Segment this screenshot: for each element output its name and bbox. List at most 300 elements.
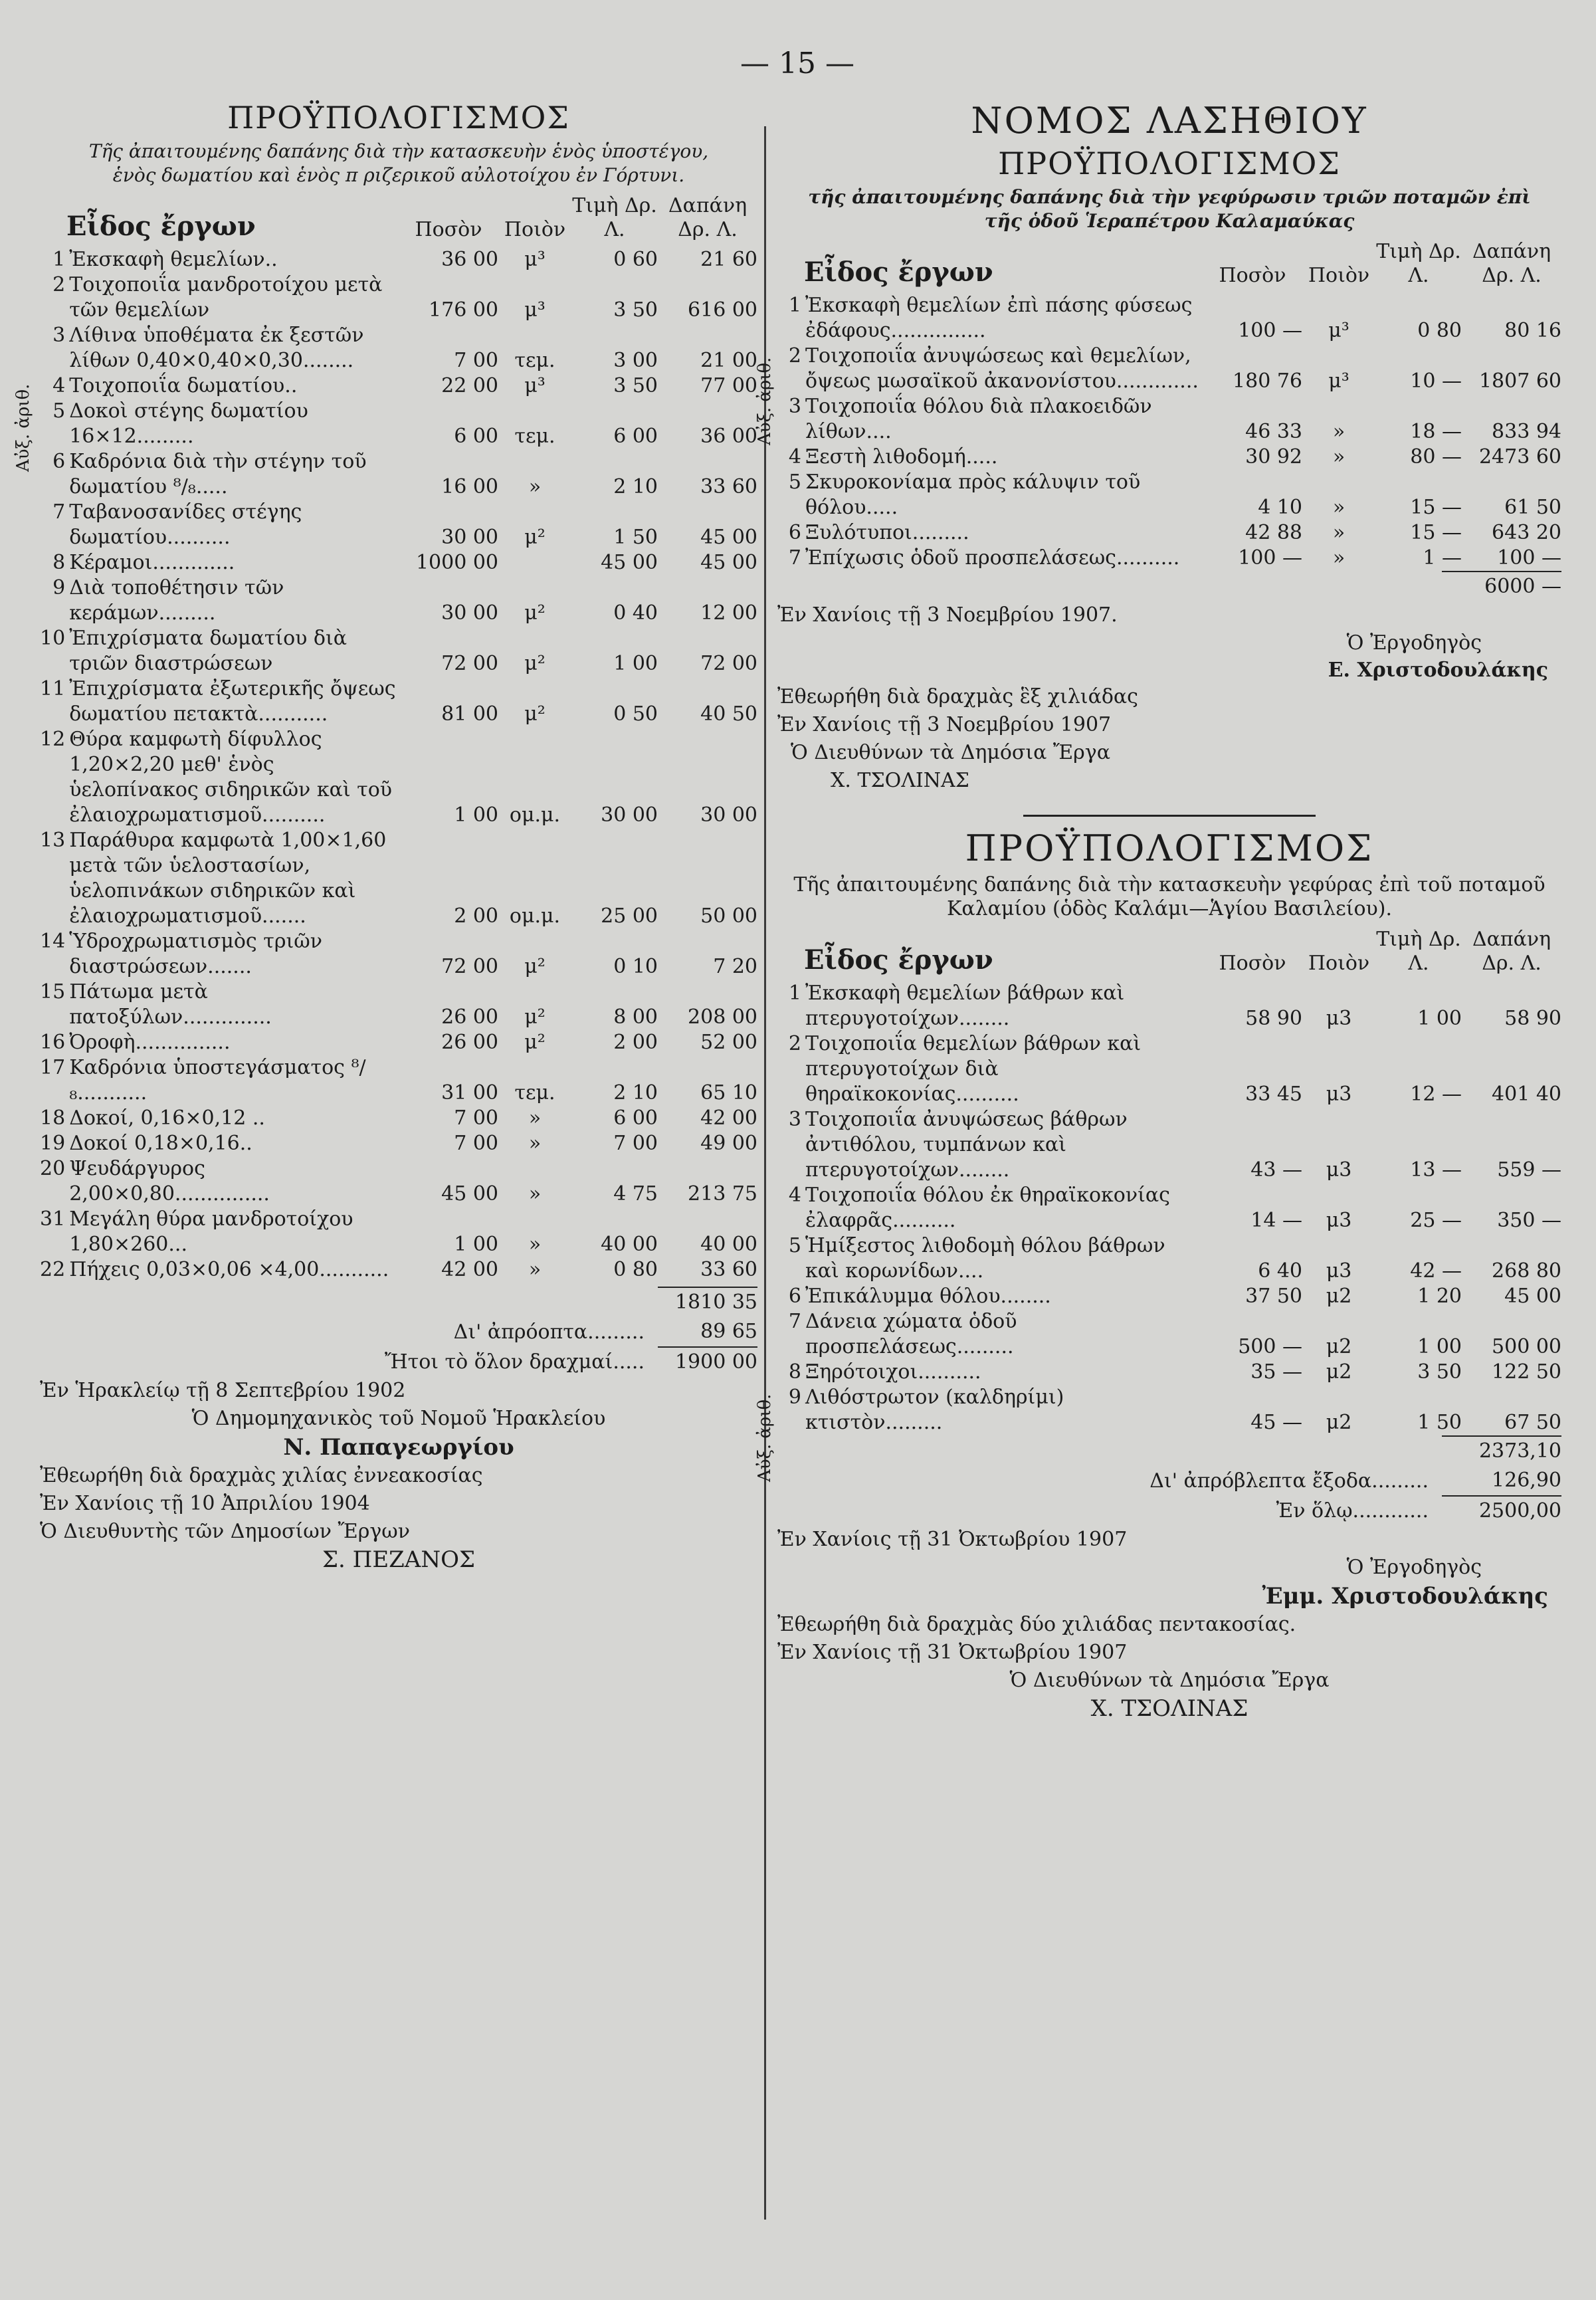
- item-quantity: 22 00: [441, 374, 498, 397]
- item-quantity: 4 10: [1258, 496, 1302, 519]
- right2-approved-date: Ἐν Χανίοις τῇ 31 Ὀκτωβρίου 1907: [777, 1641, 1128, 1664]
- right1-items-table: [777, 293, 1561, 571]
- right2-side-label: Αὐξ. ἀριθ.: [755, 1394, 775, 1482]
- item-description: Λιθόστρωτον (καλδηρίμι) κτιστὸν.........: [805, 1386, 1064, 1434]
- item-price: 0 40: [613, 601, 658, 625]
- left-unforeseen-label: Δι' ἀπρόοπτα.........: [453, 1320, 645, 1344]
- item-cost: 61 50: [1504, 496, 1561, 519]
- right1-kind-label: Εἶδος ἔργων: [804, 257, 993, 288]
- item-number: 6: [788, 521, 801, 544]
- table-row: [40, 626, 757, 677]
- item-unit: μ3: [1326, 1158, 1352, 1182]
- table-row: [40, 677, 757, 727]
- item-number: 11: [40, 677, 66, 700]
- item-unit: μ²: [524, 601, 546, 625]
- item-quantity: 26 00: [441, 1005, 498, 1029]
- item-quantity: 36 00: [441, 248, 498, 271]
- item-quantity: 1 00: [454, 803, 498, 827]
- item-unit: »: [528, 475, 542, 498]
- item-number: 13: [40, 829, 66, 852]
- item-price: 25 —: [1410, 1209, 1462, 1232]
- item-quantity: 43 —: [1250, 1158, 1302, 1182]
- item-unit: μ³: [524, 374, 546, 397]
- item-number: 4: [788, 445, 801, 469]
- item-price: 1 50: [613, 526, 658, 549]
- item-number: 8: [788, 1360, 801, 1384]
- table-row: [40, 323, 757, 373]
- right2-director-name: Χ. ΤΣΟΛΙΝΑΣ: [1090, 1695, 1248, 1722]
- item-cost: 500 00: [1492, 1335, 1561, 1358]
- item-description: Παράθυρα καμφωτὰ 1,00×1,60 μετὰ τῶν ὑελοστασίων, ὑελοπινάκων σιδηρικῶν καὶ ἐλαιοχρωματισμοῦ.......: [69, 829, 387, 928]
- table-row: [777, 394, 1561, 445]
- item-cost: 122 50: [1492, 1360, 1561, 1384]
- left-totals: [40, 1287, 757, 1377]
- right2-place-date: Ἐν Χανίοις τῇ 31 Ὀκτωβρίου 1907: [777, 1528, 1128, 1551]
- left-title: ΠΡΟΫΠΟΛΟΓΙΣΜΟΣ: [227, 100, 570, 136]
- table-row: [777, 1107, 1561, 1183]
- item-cost: 50 00: [700, 904, 757, 928]
- item-unit: μ3: [1326, 1259, 1352, 1283]
- right1-title: ΠΡΟΫΠΟΛΟΓΙΣΜΟΣ: [998, 146, 1341, 181]
- item-cost: 45 00: [700, 551, 757, 574]
- right1-side-label: Αὐξ. ἀριθ.: [755, 357, 775, 445]
- item-number: 14: [40, 930, 66, 953]
- item-quantity: 26 00: [441, 1031, 498, 1054]
- table-row: [777, 1183, 1561, 1233]
- table-row: [40, 272, 757, 323]
- left-grand-total: 1900 00: [658, 1347, 757, 1377]
- item-number: 3: [52, 324, 66, 347]
- item-number: 19: [40, 1132, 66, 1155]
- item-quantity: 72 00: [441, 955, 498, 978]
- item-description: Τοιχοποιΐα ἀνυψώσεως καὶ θεμελίων, ὄψεως μωσαϊκοῦ ἀκανονίστου.............: [805, 344, 1199, 393]
- item-unit: ομ.μ.: [509, 904, 561, 928]
- item-quantity: 1 00: [454, 1233, 498, 1256]
- item-cost: 67 50: [1504, 1411, 1561, 1434]
- item-quantity: 46 33: [1245, 420, 1302, 443]
- right2-col-cost: Δαπάνη Δρ. Λ.: [1472, 928, 1551, 975]
- item-price: 8 00: [613, 1005, 658, 1029]
- item-number: 1: [788, 294, 801, 317]
- left-kind-label: Εἶδος ἔργων: [66, 211, 256, 242]
- item-number: 1: [788, 982, 801, 1005]
- table-row: [777, 546, 1561, 571]
- item-quantity: 7 00: [454, 1132, 498, 1155]
- item-number: 31: [40, 1207, 66, 1231]
- item-description: Ψευδάργυρος 2,00×0,80...............: [69, 1157, 270, 1205]
- right1-director-role: Ὁ Διευθύνων τὰ Δημόσια Ἔργα: [791, 741, 1110, 764]
- item-quantity: 100 —: [1238, 546, 1302, 570]
- table-row: [777, 1031, 1561, 1107]
- item-price: 15 —: [1410, 496, 1462, 519]
- item-quantity: 42 88: [1245, 521, 1302, 544]
- item-cost: 40 50: [700, 702, 757, 726]
- table-row: [777, 981, 1561, 1031]
- item-quantity: 72 00: [441, 652, 498, 675]
- item-price: 3 50: [1417, 1360, 1462, 1384]
- item-unit: ομ.μ.: [509, 803, 561, 827]
- item-price: 4 75: [613, 1182, 658, 1205]
- table-row: [40, 1131, 757, 1156]
- item-quantity: 7 00: [454, 349, 498, 372]
- item-quantity: 31 00: [441, 1081, 498, 1104]
- item-number: 8: [52, 551, 66, 574]
- table-row: [40, 399, 757, 449]
- right1-totals: [777, 571, 1561, 601]
- table-row: [40, 980, 757, 1030]
- section-rule: [1023, 815, 1316, 817]
- item-description: Καδρόνια ὑποστεγάσματος ⁸/₈...........: [69, 1056, 366, 1104]
- item-cost: 1807 60: [1478, 369, 1561, 393]
- left-approved-date: Ἐν Χανίοις τῇ 10 Ἀπριλίου 1904: [40, 1492, 370, 1515]
- item-description: Τοιχοποιΐα θόλου ἐκ θηραϊκοκονίας ἐλαφρᾶς..........: [805, 1184, 1170, 1232]
- item-description: Ἐπιχρίσματα ἐξωτερικῆς ὄψεως δωματίου πετακτὰ...........: [69, 677, 396, 726]
- item-cost: 12 00: [700, 601, 757, 625]
- item-unit: μ²: [524, 652, 546, 675]
- right1-contractor-name: Ε. Χριστοδουλάκης: [1328, 659, 1548, 682]
- item-unit: »: [1332, 521, 1346, 544]
- item-quantity: 30 92: [1245, 445, 1302, 469]
- item-quantity: 16 00: [441, 475, 498, 498]
- item-number: 4: [788, 1184, 801, 1207]
- item-unit: μ2: [1326, 1335, 1352, 1358]
- right2-col-price: Τιμὴ Δρ. Λ.: [1376, 928, 1461, 975]
- item-unit: μ³: [1328, 319, 1349, 342]
- item-description: Σκυροκονίαμα πρὸς κάλυψιν τοῦ θόλου.....: [805, 470, 1141, 519]
- item-price: 42 —: [1410, 1259, 1462, 1283]
- item-description: Ἐκσκαφὴ θεμελίων..: [69, 248, 278, 271]
- item-unit: μ2: [1326, 1360, 1352, 1384]
- item-quantity: 35 —: [1250, 1360, 1302, 1384]
- table-row: [777, 1385, 1561, 1435]
- item-quantity: 7 00: [454, 1106, 498, 1130]
- item-number: 7: [788, 1310, 801, 1333]
- item-price: 0 80: [613, 1258, 658, 1281]
- item-price: 1 00: [1417, 1007, 1462, 1030]
- item-unit: »: [1332, 420, 1346, 443]
- item-price: 1 —: [1423, 546, 1462, 570]
- item-quantity: 180 76: [1233, 369, 1302, 393]
- item-description: Κέραμοι.............: [69, 551, 235, 574]
- item-quantity: 6 40: [1258, 1259, 1302, 1283]
- item-unit: μ²: [524, 526, 546, 549]
- item-number: 20: [40, 1157, 66, 1180]
- item-description: Θύρα καμφωτὴ δίφυλλος 1,20×2,20 μεθ' ἑνὸς ὑελοπίνακος σιδηρικῶν καὶ τοῦ ἐλαιοχρωματισμοῦ..........: [69, 728, 393, 827]
- table-row: [40, 1257, 757, 1283]
- item-price: 0 60: [613, 248, 658, 271]
- item-cost: 40 00: [700, 1233, 757, 1256]
- item-description: Ἐκσκαφὴ θεμελίων ἐπὶ πάσης φύσεως ἐδάφους...............: [805, 294, 1193, 342]
- item-price: 18 —: [1410, 420, 1462, 443]
- right1-director-name: Χ. ΤΣΟΛΙΝΑΣ: [831, 769, 969, 792]
- item-description: Πήχεις 0,03×0,06 ×4,00...........: [69, 1258, 389, 1281]
- left-director-name: Σ. ΠΕΖΑΝΟΣ: [322, 1546, 475, 1573]
- item-cost: 350 —: [1497, 1209, 1561, 1232]
- item-price: 1 20: [1417, 1285, 1462, 1308]
- item-number: 6: [52, 450, 66, 473]
- left-grand-label: Ἤτοι τὸ ὅλον δραχμαί.....: [384, 1350, 645, 1374]
- item-description: Δοκοὶ στέγης δωματίου 16×12.........: [69, 399, 308, 448]
- item-unit: μ²: [524, 1031, 546, 1054]
- item-description: Ἡμίξεστος λιθοδομὴ θόλου βάθρων καὶ κορωνίδων....: [805, 1234, 1165, 1283]
- item-number: 5: [52, 399, 66, 423]
- item-cost: 72 00: [700, 652, 757, 675]
- left-place-date: Ἐν Ἡρακλείῳ τῇ 8 Σεπτεβρίου 1902: [40, 1379, 406, 1402]
- item-number: 7: [788, 546, 801, 570]
- table-row: [777, 445, 1561, 470]
- item-quantity: 45 00: [441, 1182, 498, 1205]
- table-row: [777, 520, 1561, 546]
- item-number: 7: [52, 500, 66, 524]
- item-unit: τεμ.: [514, 425, 555, 448]
- left-col-cost: Δαπάνη Δρ. Λ.: [668, 194, 748, 241]
- item-description: Ταβανοσανίδες στέγης δωματίου..........: [69, 500, 302, 549]
- table-row: [40, 1106, 757, 1131]
- item-price: 12 —: [1410, 1083, 1462, 1106]
- left-side-label: Αὐξ. ἀριθ.: [13, 383, 33, 472]
- right2-totals: [777, 1435, 1561, 1526]
- item-cost: 643 20: [1492, 521, 1561, 544]
- left-unforeseen: 89 65: [700, 1320, 757, 1343]
- table-row: [40, 247, 757, 272]
- item-number: 2: [788, 1032, 801, 1055]
- table-row: [40, 727, 757, 828]
- item-cost: 559 —: [1497, 1158, 1561, 1182]
- item-description: Διὰ τοποθέτησιν τῶν κεράμων.........: [69, 576, 284, 625]
- item-number: 6: [788, 1285, 801, 1308]
- item-number: 16: [40, 1031, 66, 1054]
- item-cost: 213 75: [688, 1182, 757, 1205]
- item-unit: τεμ.: [514, 349, 555, 372]
- item-description: Ξεστὴ λιθοδομή.....: [805, 445, 998, 469]
- item-description: Ξυλότυποι.........: [805, 521, 969, 544]
- item-price: 2 00: [613, 1031, 658, 1054]
- item-price: 13 —: [1410, 1158, 1462, 1182]
- table-row: [40, 1030, 757, 1055]
- table-row: [40, 1156, 757, 1207]
- item-description: Ἐπιχρίσματα δωματίου διὰ τριῶν διαστρώσεων: [69, 627, 348, 675]
- item-number: 9: [788, 1386, 801, 1409]
- item-quantity: 176 00: [429, 298, 498, 322]
- right2-subtitle: Τῆς ἀπαιτουμένης δαπάνης διὰ τὴν κατασκευὴν γεφύρας ἐπὶ τοῦ ποταμοῦ Καλαμίου (ὁδὸς Καλάμι—Ἁγίου Βασιλείου).: [793, 873, 1546, 920]
- item-quantity: 45 —: [1250, 1411, 1302, 1434]
- item-unit: μ²: [524, 1005, 546, 1029]
- item-cost: 45 00: [1504, 1285, 1561, 1308]
- left-subtitle: Τῆς ἀπαιτουμένης δαπάνης διὰ τὴν κατασκευὴν ἑνὸς ὑποστέγου, ἑνὸς δωματίου καὶ ἑνὸς π ριζερικοῦ αὐλοτοίχου ἐν Γόρτυνι.: [88, 140, 709, 186]
- item-description: Δάνεια χώματα ὁδοῦ προσπελάσεως.........: [805, 1310, 1017, 1358]
- right2-subtotal: 2373,10: [1442, 1436, 1561, 1466]
- table-row: [40, 1055, 757, 1106]
- item-price: 6 00: [613, 425, 658, 448]
- item-cost: 33 60: [700, 475, 757, 498]
- item-price: 0 80: [1417, 319, 1462, 342]
- item-price: 30 00: [601, 803, 658, 827]
- right2-col-unit: Ποιὸν: [1308, 952, 1370, 975]
- item-cost: 401 40: [1492, 1083, 1561, 1106]
- item-cost: 52 00: [700, 1031, 757, 1054]
- item-number: 5: [788, 470, 801, 494]
- item-cost: 21 60: [700, 248, 757, 271]
- item-quantity: 6 00: [454, 425, 498, 448]
- right1-approved: Ἐθεωρήθη διὰ δραχμὰς ἓξ χιλιάδας: [777, 685, 1138, 708]
- item-unit: μ²: [524, 955, 546, 978]
- item-unit: [498, 550, 571, 575]
- item-cost: 833 94: [1492, 420, 1561, 443]
- item-price: 10 —: [1410, 369, 1462, 393]
- table-row: [40, 373, 757, 399]
- item-description: Ἐπικάλυμμα θόλου........: [805, 1285, 1051, 1308]
- item-description: Καδρόνια διὰ τὴν στέγην τοῦ δωματίου ⁸/₈.....: [69, 450, 367, 498]
- item-number: 3: [788, 395, 801, 418]
- item-number: 12: [40, 728, 66, 751]
- item-cost: 77 00: [700, 374, 757, 397]
- left-subtotal: 1810 35: [658, 1287, 757, 1317]
- item-quantity: 42 00: [441, 1258, 498, 1281]
- left-column-header: [40, 194, 757, 242]
- table-row: [40, 828, 757, 929]
- right1-nomos: ΝΟΜΟΣ ΛΑΣΗΘΙΟΥ: [971, 100, 1368, 142]
- right-column: [755, 100, 1561, 1723]
- item-quantity: 58 90: [1245, 1007, 1302, 1030]
- item-quantity: 37 50: [1245, 1285, 1302, 1308]
- item-number: 5: [788, 1234, 801, 1257]
- item-unit: »: [528, 1132, 542, 1155]
- item-unit: »: [528, 1258, 542, 1281]
- right2-title: ΠΡΟΫΠΟΛΟΓΙΣΜΟΣ: [965, 827, 1374, 869]
- item-unit: μ2: [1326, 1285, 1352, 1308]
- item-cost: 268 80: [1492, 1259, 1561, 1283]
- item-description: Ὀροφὴ...............: [69, 1031, 231, 1054]
- item-unit: μ²: [524, 702, 546, 726]
- table-row: [40, 575, 757, 626]
- table-row: [777, 344, 1561, 394]
- item-unit: »: [1332, 496, 1346, 519]
- item-quantity: 500 —: [1238, 1335, 1302, 1358]
- item-cost: 100 —: [1497, 546, 1561, 570]
- item-price: 1 00: [613, 652, 658, 675]
- item-description: Τοιχοποιΐα θόλου διὰ πλακοειδῶν λίθων....: [805, 395, 1152, 443]
- item-cost: 49 00: [700, 1132, 757, 1155]
- right1-col-unit: Ποιὸν: [1308, 264, 1370, 287]
- right2-unforeseen: 126,90: [1492, 1469, 1561, 1492]
- right2-unforeseen-label: Δι' ἀπρόβλεπτα ἔξοδα.........: [1149, 1469, 1429, 1493]
- item-number: 3: [788, 1108, 801, 1131]
- item-quantity: 33 45: [1245, 1083, 1302, 1106]
- item-price: 1 50: [1417, 1411, 1462, 1434]
- item-unit: μ3: [1326, 1083, 1352, 1106]
- item-price: 15 —: [1410, 521, 1462, 544]
- item-description: Τοιχοποιΐα θεμελίων βάθρων καὶ πτερυγοτοίχων διὰ θηραϊκοκονίας..........: [805, 1032, 1142, 1106]
- table-row: [777, 293, 1561, 344]
- item-cost: 616 00: [688, 298, 757, 322]
- item-price: 3 50: [613, 374, 658, 397]
- item-description: Δοκοί, 0,16×0,12 ..: [69, 1106, 265, 1130]
- item-quantity: 30 00: [441, 526, 498, 549]
- table-row: [777, 1309, 1561, 1360]
- item-number: 15: [40, 980, 66, 1003]
- item-price: 40 00: [601, 1233, 658, 1256]
- right1-subtitle: τῆς ἀπαιτουμένης δαπάνης διὰ τὴν γεφύρωσιν τριῶν ποταμῶν ἐπὶ τῆς ὁδοῦ Ἱεραπέτρου Καλαμαύκας: [808, 186, 1531, 232]
- right2-col-qty: Ποσὸν: [1219, 952, 1286, 975]
- item-unit: »: [1332, 445, 1346, 469]
- item-cost: 30 00: [700, 803, 757, 827]
- right2-items-table: [777, 981, 1561, 1435]
- item-price: 0 50: [613, 702, 658, 726]
- table-row: [40, 1207, 757, 1257]
- left-engineer-name: Ν. Παπαγεωργίου: [283, 1434, 514, 1461]
- item-price: 1 00: [1417, 1335, 1462, 1358]
- item-description: Μεγάλη θύρα μανδροτοίχου 1,80×260...: [69, 1207, 353, 1256]
- item-number: 18: [40, 1106, 66, 1130]
- item-cost: 33 60: [700, 1258, 757, 1281]
- table-row: [777, 1360, 1561, 1385]
- item-number: 10: [40, 627, 66, 650]
- item-number: 17: [40, 1056, 66, 1079]
- left-items-table: [40, 247, 757, 1283]
- item-cost: 42 00: [700, 1106, 757, 1130]
- item-quantity: 2 00: [454, 904, 498, 928]
- left-approved: Ἐθεωρήθη διὰ δραχμὰς χιλίας ἐννεακοσίας: [40, 1464, 483, 1487]
- right2-column-header: [777, 928, 1561, 976]
- right2-director-role: Ὁ Διευθύνων τὰ Δημόσια Ἔργα: [1009, 1669, 1330, 1692]
- table-row: [777, 1233, 1561, 1284]
- item-price: 25 00: [601, 904, 658, 928]
- right1-place-date: Ἐν Χανίοις τῇ 3 Νοεμβρίου 1907.: [777, 603, 1118, 627]
- item-price: 3 50: [613, 298, 658, 322]
- item-quantity: 14 —: [1250, 1209, 1302, 1232]
- table-row: [777, 470, 1561, 520]
- item-number: 2: [788, 344, 801, 367]
- right1-contractor-role: Ὁ Ἐργοδηγὸς: [1346, 631, 1482, 655]
- item-quantity: 30 00: [441, 601, 498, 625]
- right2-contractor-role: Ὁ Ἐργοδηγὸς: [1346, 1556, 1482, 1579]
- item-description: Δοκοί 0,18×0,16..: [69, 1132, 252, 1155]
- item-description: Ξηρότοιχοι..........: [805, 1360, 981, 1384]
- table-row: [777, 1284, 1561, 1309]
- item-quantity: 1000 00: [415, 551, 498, 574]
- left-col-unit: Ποιὸν: [504, 218, 566, 241]
- item-description: Λίθινα ὑποθέματα ἐκ ξεστῶν λίθων 0,40×0,40×0,30........: [69, 324, 364, 372]
- table-row: [40, 449, 757, 500]
- item-unit: »: [528, 1182, 542, 1205]
- item-quantity: 81 00: [441, 702, 498, 726]
- left-estimate: [13, 100, 757, 1574]
- right2-grand-total: 2500,00: [1442, 1496, 1561, 1526]
- item-number: 2: [52, 273, 66, 296]
- item-cost: 21 00: [700, 349, 757, 372]
- right1-total: 6000 —: [1442, 572, 1561, 601]
- item-unit: μ³: [524, 248, 546, 271]
- item-description: Τοιχοποιΐα δωματίου..: [69, 374, 298, 397]
- item-price: 2 10: [613, 1081, 658, 1104]
- item-description: Ὑδροχρωματισμὸς τριῶν διαστρώσεων.......: [69, 930, 322, 978]
- item-price: 80 —: [1410, 445, 1462, 469]
- right1-col-cost: Δαπάνη Δρ. Λ.: [1472, 240, 1551, 287]
- right2-grand-label: Ἐν ὅλῳ............: [1276, 1499, 1429, 1522]
- right1-col-qty: Ποσὸν: [1219, 264, 1286, 287]
- item-unit: »: [528, 1106, 542, 1130]
- item-unit: μ³: [1328, 369, 1349, 393]
- item-cost: 80 16: [1504, 319, 1561, 342]
- item-cost: 58 90: [1504, 1007, 1561, 1030]
- item-unit: μ3: [1326, 1007, 1352, 1030]
- left-col-qty: Ποσὸν: [415, 218, 482, 241]
- item-cost: 65 10: [700, 1081, 757, 1104]
- left-director-role: Ὁ Διευθυντὴς τῶν Δημοσίων Ἔργων: [40, 1520, 410, 1543]
- item-unit: μ3: [1326, 1209, 1352, 1232]
- item-unit: »: [528, 1233, 542, 1256]
- item-cost: 36 00: [700, 425, 757, 448]
